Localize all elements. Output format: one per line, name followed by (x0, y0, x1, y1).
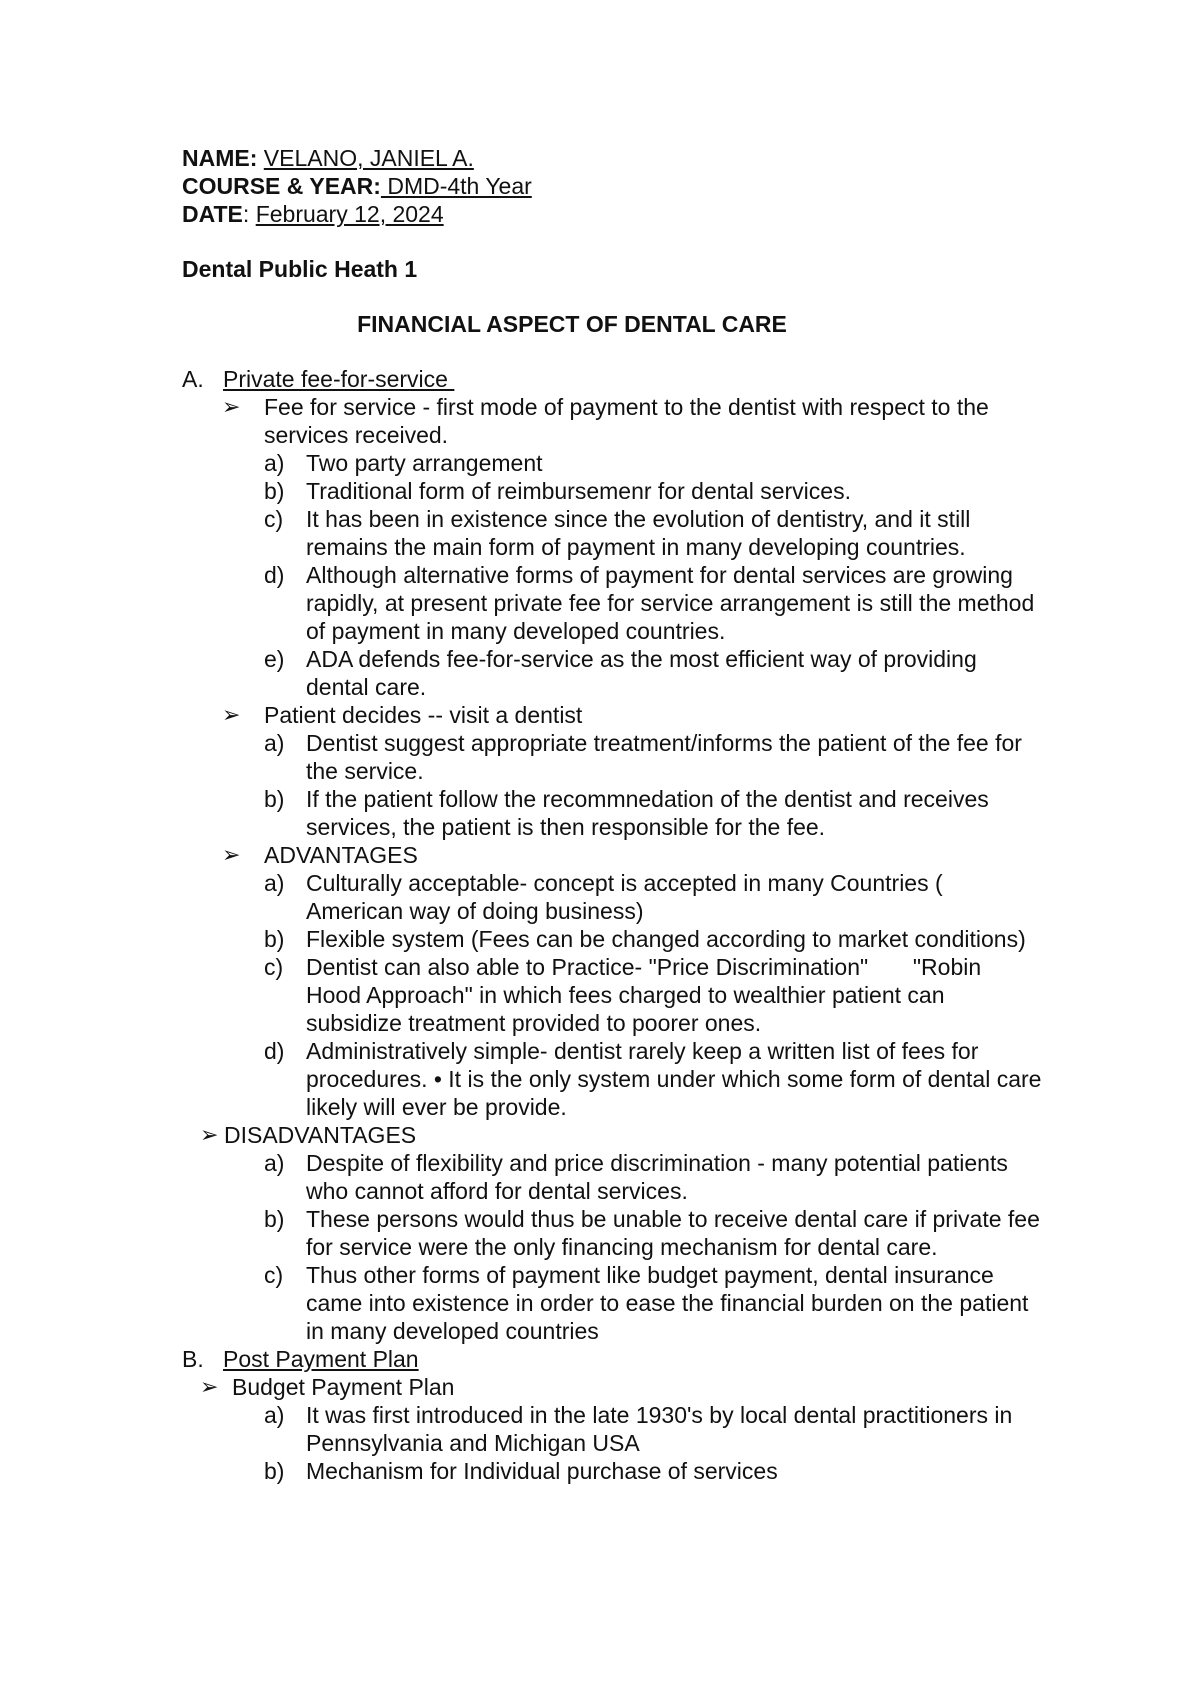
list-item (182, 925, 1042, 953)
bullet-text: Fee for service - first mode of payment to the dentist with respect to the services received. (264, 394, 989, 448)
list-item-text: Dentist suggest appropriate treatment/informs the patient of the fee for the service. (306, 730, 1029, 784)
list-item (182, 953, 1042, 1037)
list-item (182, 449, 1042, 477)
list-item-text: Two party arrangement (306, 450, 543, 476)
bullet-head (182, 841, 1042, 869)
list-item (182, 1261, 1042, 1345)
document-title: FINANCIAL ASPECT OF DENTAL CARE (357, 311, 787, 337)
bullet-head (182, 1373, 1042, 1401)
list-item-label: a) (264, 730, 285, 756)
list-item-label: a) (264, 870, 285, 896)
date-label: DATE (182, 201, 243, 227)
list-item-text: Dentist can also able to Practice- "Price Discrimination" "Robin Hood Approach" in which fees charged to wealthier patient can subsidize treatment provided to poorer ones. (306, 954, 988, 1036)
date-value: February 12, 2024 (255, 201, 444, 227)
sub-item-list (182, 1149, 1047, 1345)
list-item-label: c) (264, 506, 284, 532)
list-item-text: Mechanism for Individual purchase of services (306, 1458, 778, 1484)
list-item-text: Thus other forms of payment like budget payment, dental insurance came into existence in order to ease the financial burden on the patient in many developed countries (306, 1262, 1035, 1344)
sub-item-list (182, 729, 1042, 841)
bullet-text: Patient decides -- visit a dentist (264, 702, 583, 728)
bullet-text: Budget Payment Plan (232, 1374, 455, 1400)
list-item-label: b) (264, 478, 285, 504)
list-item (182, 505, 1042, 561)
arrow-bullet-icon: ➢ (222, 842, 241, 867)
course-label: COURSE & YEAR: (182, 173, 381, 199)
list-item (182, 869, 1042, 925)
arrow-bullet-icon: ➢ (200, 1374, 219, 1399)
outline-sections (182, 365, 1048, 1485)
section-heading: Post Payment Plan (223, 1346, 419, 1372)
document-content (182, 144, 1048, 1485)
list-item-text: Culturally acceptable- concept is accepted in many Countries ( American way of doing business) (306, 870, 948, 924)
subject-heading: Dental Public Heath 1 (182, 256, 418, 282)
course-line (182, 172, 1042, 200)
list-item (182, 477, 1042, 505)
bullet-point (182, 1121, 1047, 1345)
section-letter: A. (182, 366, 204, 392)
list-item (182, 785, 1042, 841)
list-item (182, 1457, 1042, 1485)
sub-item-list (182, 1401, 1042, 1485)
list-item-label: a) (264, 450, 285, 476)
list-item-text: Despite of flexibility and price discrimination - many potential patients who cannot afford for dental services. (306, 1150, 1015, 1204)
section-heading-row (182, 365, 1042, 393)
list-item-label: c) (264, 954, 284, 980)
bullet-text: ADVANTAGES (264, 842, 418, 868)
list-item-text: Administratively simple- dentist rarely keep a written list of fees for procedures. • It is the only system under which some form of dental care likely will ever be provide. (306, 1038, 1048, 1120)
name-value: VELANO, JANIEL A. (263, 145, 474, 171)
list-item (182, 729, 1042, 785)
date-separator: : (242, 201, 256, 227)
course-value: DMD-4th Year (380, 173, 532, 199)
list-item-label: a) (264, 1150, 285, 1176)
list-item-label: a) (264, 1402, 285, 1428)
list-item (182, 1401, 1042, 1457)
bullet-head (182, 701, 1042, 729)
list-item-label: e) (264, 646, 285, 672)
section-letter: B. (182, 1346, 204, 1372)
arrow-bullet-icon: ➢ (222, 394, 241, 419)
name-line (182, 144, 1042, 172)
arrow-bullet-icon: ➢ (200, 1122, 219, 1147)
list-item-label: b) (264, 1206, 285, 1232)
bullet-text: DISADVANTAGES (224, 1122, 417, 1148)
list-item (182, 561, 1042, 645)
list-item-label: d) (264, 562, 285, 588)
list-item-text: Flexible system (Fees can be changed according to market conditions) (306, 926, 1026, 952)
bullet-point (182, 1373, 1042, 1485)
bullet-point (182, 701, 1042, 841)
list-item-text: These persons would thus be unable to receive dental care if private fee for service were the only financing mechanism for dental care. (306, 1206, 1047, 1260)
list-item (182, 1205, 1047, 1261)
sub-item-list (182, 869, 1048, 1121)
list-item (182, 1149, 1042, 1205)
outline-section (182, 1345, 1042, 1485)
list-item-text: Traditional form of reimbursemenr for dental services. (306, 478, 851, 504)
list-item-label: b) (264, 926, 285, 952)
bullet-point (182, 393, 1042, 701)
bullet-head (182, 393, 1042, 449)
bullet-point (182, 841, 1048, 1121)
list-item-text: It has been in existence since the evolution of dentistry, and it still remains the main form of payment in many developing countries. (306, 506, 977, 560)
list-item-text: It was first introduced in the late 1930's by local dental practitioners in Pennsylvania and Michigan USA (306, 1402, 1019, 1456)
list-item-label: b) (264, 1458, 285, 1484)
section-heading: Private fee-for-service (223, 366, 455, 392)
section-heading-row (182, 1345, 1042, 1373)
outline-section (182, 365, 1048, 1345)
arrow-bullet-icon: ➢ (222, 702, 241, 727)
name-label: NAME: (182, 145, 258, 171)
list-item-text: Although alternative forms of payment for dental services are growing rapidly, at present private fee for service arrangement is still the method of payment in many developed countries. (306, 562, 1041, 644)
list-item-text: If the patient follow the recommnedation of the dentist and receives services, the patient is then responsible for the fee. (306, 786, 996, 840)
list-item (182, 645, 1042, 701)
list-item-label: c) (264, 1262, 284, 1288)
bullet-head (182, 1121, 1042, 1149)
list-item (182, 1037, 1048, 1121)
date-line (182, 200, 1042, 228)
list-item-text: ADA defends fee-for-service as the most efficient way of providing dental care. (306, 646, 984, 700)
list-item-label: b) (264, 786, 285, 812)
list-item-label: d) (264, 1038, 285, 1064)
sub-item-list (182, 449, 1042, 701)
